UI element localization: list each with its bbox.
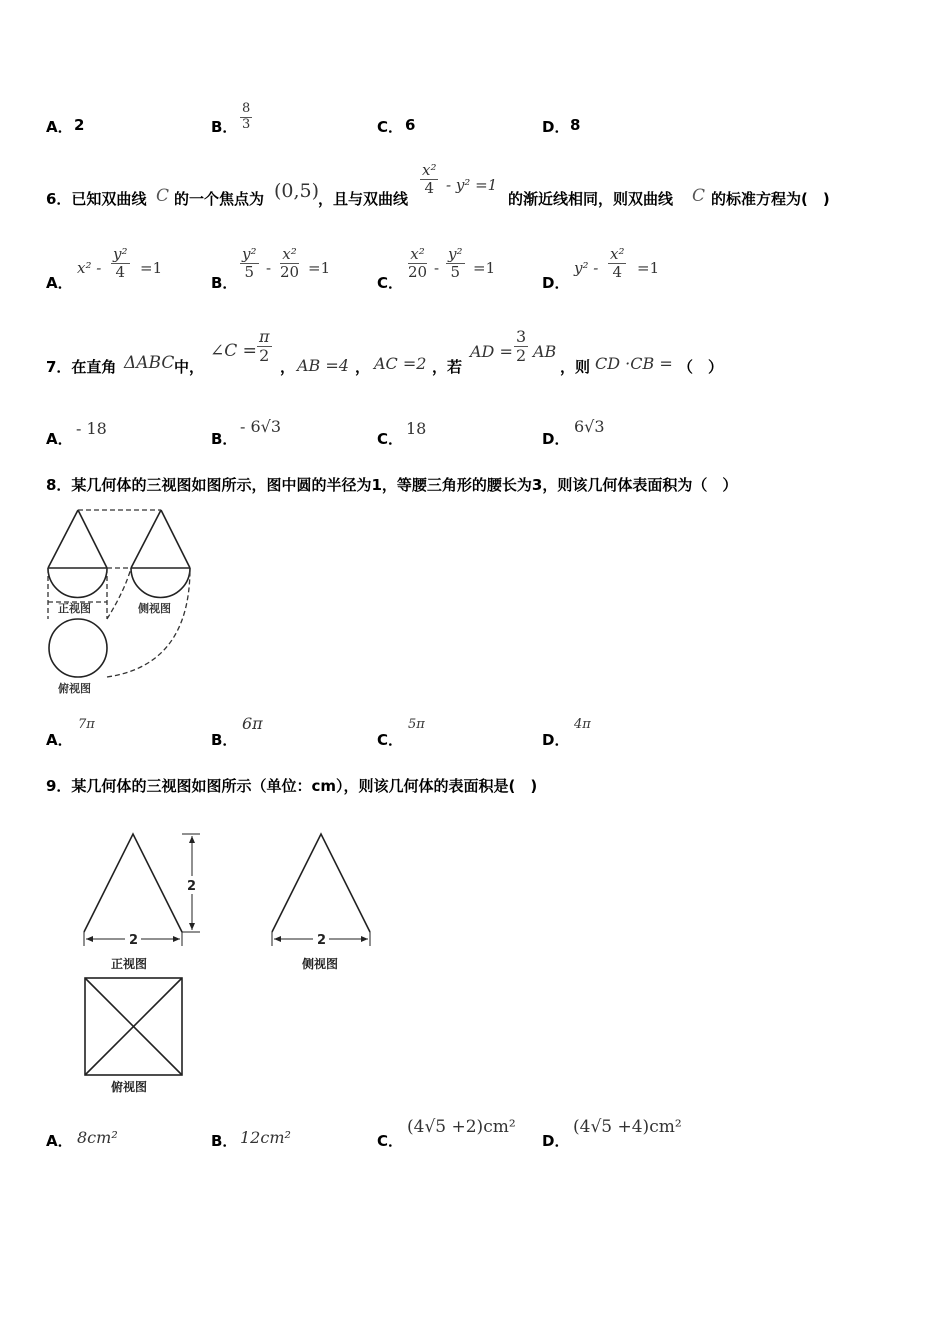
q5-option-a-label[interactable]: A．	[46, 118, 73, 136]
q9-front-arrow-left	[86, 936, 93, 942]
q6-b-num1: y²	[242, 245, 257, 263]
q6-eq-den: 4	[424, 179, 435, 198]
q6-point: (0,5)	[274, 180, 320, 202]
q8-dashed-arc-large	[107, 568, 190, 677]
q8-label-side: 侧视图	[138, 602, 171, 615]
q6-c-den1: 20	[408, 263, 428, 282]
q9-height-arrow-top	[189, 836, 195, 843]
q8-option-c-value: 5π	[408, 717, 425, 732]
q9-option-b-value: 12cm²	[240, 1128, 291, 1147]
q6-option-a-t2: =1	[140, 259, 163, 277]
q6-a-num: y²	[113, 245, 128, 263]
q8-option-c-label[interactable]: C．	[377, 731, 404, 749]
q8-three-view-figure	[40, 505, 200, 700]
q7-ab2: AB	[533, 342, 557, 361]
q6-c-den2: 5	[450, 263, 461, 282]
q6-option-d-t2: =1	[637, 259, 660, 277]
q6-d-den: 4	[612, 263, 623, 282]
q8-dashed-arc-small	[107, 568, 131, 619]
q8-text: 8．某几何体的三视图如图所示，图中圆的半径为1，等腰三角形的腰长为3，则该几何体表面积为（ ）	[46, 476, 738, 494]
q7-prefix: 7．在直角	[46, 358, 117, 376]
q7-option-a-label[interactable]: A．	[46, 430, 73, 448]
q8-front-left-edge	[48, 510, 78, 568]
q7-angle-frac	[257, 328, 272, 366]
q8-label-top: 俯视图	[58, 682, 91, 695]
q6-option-a-t1: x² -	[77, 259, 102, 277]
q7-comma-2: ，	[355, 358, 371, 376]
q9-text: 9．某几何体的三视图如图所示（单位：cm），则该几何体的表面积是( )	[46, 777, 538, 795]
q6-option-d-label[interactable]: D．	[542, 274, 570, 292]
q6-option-c-label[interactable]: C．	[377, 274, 404, 292]
q8-label-front: 正视图	[58, 602, 91, 615]
q5-option-a-value: 2	[74, 116, 85, 134]
q7-option-d-label[interactable]: D．	[542, 430, 570, 448]
q7-paren: （ ）	[678, 358, 724, 376]
q6-option-b-frac1	[240, 246, 259, 282]
q6-prefix: 6．已知双曲线	[46, 190, 147, 208]
q6-option-a-label[interactable]: A．	[46, 274, 73, 292]
q7-pi: π	[259, 327, 270, 346]
q5-option-d-value: 8	[570, 116, 581, 134]
q6-option-b-frac2	[278, 246, 301, 282]
q6-c-symbol-2: C	[692, 186, 706, 206]
q9-label-side: 侧视图	[302, 957, 339, 971]
q8-side-left-edge	[131, 510, 161, 568]
q9-label-top: 俯视图	[111, 1080, 148, 1094]
q6-c-num1: x²	[410, 245, 425, 263]
q7-two2: 2	[516, 346, 527, 366]
q9-front-arrow-right	[173, 936, 180, 942]
q6-option-d-frac	[608, 246, 626, 282]
q9-option-d-value: (4√5 +4)cm²	[573, 1117, 682, 1137]
q5-option-c-value: 6	[405, 116, 416, 134]
q8-front-right-edge	[78, 510, 107, 568]
q8-option-a-value: 7π	[78, 717, 95, 732]
q8-option-b-label[interactable]: B．	[211, 731, 238, 749]
q7-angle: ∠C =	[210, 341, 257, 361]
q9-dim-height: 2	[187, 879, 197, 894]
q8-option-b-value: 6π	[242, 714, 263, 733]
q6-option-b-label[interactable]: B．	[211, 274, 238, 292]
q7-option-c-value: 18	[406, 419, 427, 438]
q6-option-c-frac2	[446, 246, 465, 282]
q7-option-d-value: 6√3	[574, 417, 605, 436]
q9-option-b-label[interactable]: B．	[211, 1132, 238, 1150]
q8-option-a-label[interactable]: A．	[46, 731, 73, 749]
q7-ad: AD =	[470, 342, 513, 361]
q7-three: 3	[516, 327, 527, 346]
q5-option-b-fraction	[240, 102, 252, 133]
q5-option-b-label[interactable]: B．	[211, 118, 238, 136]
q9-side-arrow-right	[361, 936, 368, 942]
q8-side-right-edge	[161, 510, 190, 568]
q6-b-den2: 20	[280, 263, 300, 282]
q7-option-a-value: - 18	[76, 419, 107, 438]
q9-height-arrow-bottom	[189, 923, 195, 930]
q6-mid3: 的渐近线相同，则双曲线	[508, 190, 674, 208]
q7-option-c-label[interactable]: C．	[377, 430, 404, 448]
q6-c-num2: y²	[448, 245, 463, 263]
q7-option-b-label[interactable]: B．	[211, 430, 238, 448]
q6-b-den1: 5	[244, 263, 255, 282]
q9-dim-front-width: 2	[129, 933, 139, 948]
q7-two: 2	[259, 346, 270, 366]
q6-c-symbol: C	[156, 186, 170, 206]
q6-eq-num: x²	[422, 161, 437, 179]
q7-comma-1: ，	[280, 358, 296, 376]
q7-dot-product: CD ·CB =	[595, 354, 673, 373]
q6-eq-rest: - y² =1	[446, 176, 498, 194]
q6-d-num: x²	[610, 245, 625, 263]
q9-side-arrow-left	[274, 936, 281, 942]
q6-a-den: 4	[115, 263, 126, 282]
q5-b-denominator: 3	[242, 116, 251, 132]
q7-ad-frac	[514, 328, 528, 366]
q6-option-c-frac1	[406, 246, 429, 282]
q6-mid2: ，且与双曲线	[318, 190, 409, 208]
q7-ac: AC =2	[374, 354, 427, 373]
q9-side-triangle	[272, 834, 370, 932]
q9-label-front: 正视图	[111, 957, 148, 971]
q6-option-b-t2: =1	[308, 259, 331, 277]
q9-option-c-label[interactable]: C．	[377, 1132, 404, 1150]
q6-option-c-t2: =1	[473, 259, 496, 277]
q7-triangle: ΔABC	[124, 353, 175, 373]
q6-eq-fraction	[420, 162, 438, 198]
q7-ab: AB =4	[297, 356, 349, 375]
q7-zhong: 中，	[174, 358, 205, 376]
q7-ze: ，则	[560, 358, 591, 376]
q5-option-c-label[interactable]: C．	[377, 118, 404, 136]
q6-option-a-frac	[111, 246, 130, 282]
q8-option-d-label[interactable]: D．	[542, 731, 570, 749]
q9-option-a-value: 8cm²	[77, 1128, 118, 1147]
q7-ruo: ，若	[432, 358, 463, 376]
q6-b-num2: x²	[282, 245, 297, 263]
q9-front-triangle	[84, 834, 182, 932]
q8-option-d-value: 4π	[574, 717, 591, 732]
q8-front-semicircle	[48, 568, 107, 597]
q6-b-minus: -	[266, 259, 272, 277]
q6-mid1: 的一个焦点为	[174, 190, 265, 208]
q9-option-d-label[interactable]: D．	[542, 1132, 570, 1150]
q9-option-c-value: (4√5 +2)cm²	[407, 1117, 516, 1137]
q6-c-minus: -	[434, 259, 440, 277]
q7-option-b-value: - 6√3	[240, 417, 282, 436]
q8-side-semicircle	[131, 568, 190, 598]
q9-dim-side-width: 2	[317, 933, 327, 948]
q8-top-circle	[49, 619, 107, 677]
q5-b-numerator: 8	[242, 101, 251, 116]
q6-option-d-t1: y² -	[574, 259, 599, 277]
q9-option-a-label[interactable]: A．	[46, 1132, 73, 1150]
q5-option-d-label[interactable]: D．	[542, 118, 570, 136]
q6-suffix: 的标准方程为( )	[711, 190, 830, 208]
q9-three-view-figure	[78, 828, 388, 1098]
